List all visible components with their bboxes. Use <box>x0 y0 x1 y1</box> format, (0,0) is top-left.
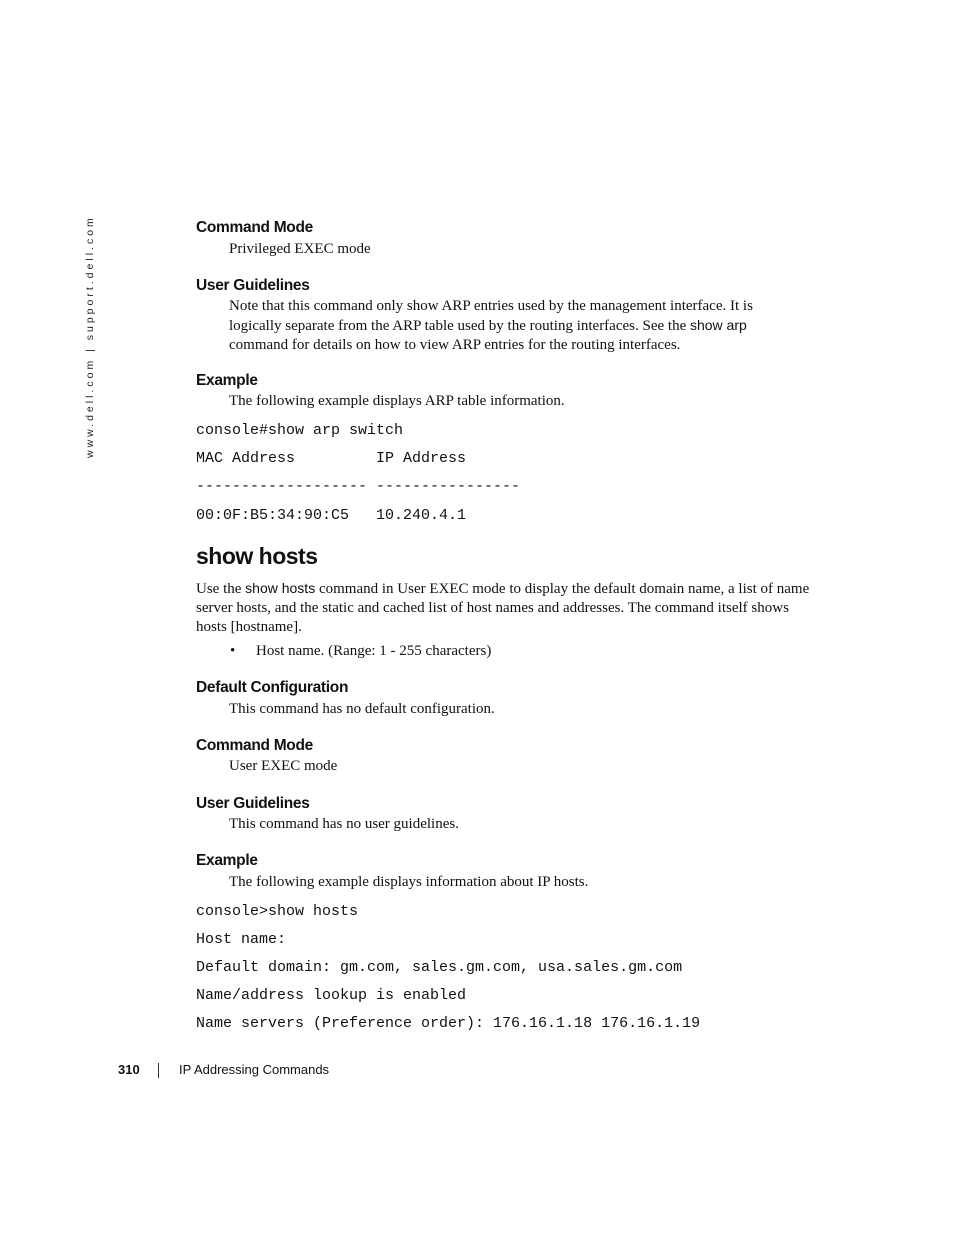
example-text: The following example displays information about IP hosts. <box>229 874 589 890</box>
code-line: console>show hosts <box>196 903 359 920</box>
example-heading: Example <box>196 852 258 869</box>
footer-divider <box>158 1063 159 1078</box>
user-guidelines-text <box>229 297 789 355</box>
example-heading: Example <box>196 372 258 389</box>
section-title: show hosts <box>196 543 318 569</box>
user-guidelines-text-a: Note that this command only show ARP entries used by the management interface. It is logically separate from the ARP table used by the routing interfaces. See the <box>229 298 753 334</box>
code-line: Host name: <box>196 931 287 948</box>
example-text: The following example displays ARP table information. <box>229 393 565 409</box>
intro-text-b: command in User EXEC mode to display the default domain name, a list of name server hosts, and the static and cached list of host names and addresses. The command itself shows hosts [hostname]. <box>196 581 810 635</box>
user-guidelines-heading: User Guidelines <box>196 277 310 294</box>
page-number: 310 <box>118 1062 140 1077</box>
intro-text-a: Use the <box>196 581 246 597</box>
show-arp-command: show arp <box>689 317 747 333</box>
default-config-heading: Default Configuration <box>196 679 349 696</box>
code-line: Name/address lookup is enabled <box>196 987 467 1004</box>
user-guidelines-text: This command has no user guidelines. <box>229 816 459 832</box>
code-line: console#show arp switch <box>196 422 404 439</box>
bullet-item: Host name. (Range: 1 - 255 characters) <box>256 643 492 659</box>
command-mode-heading: Command Mode <box>196 219 313 236</box>
code-line: Default domain: gm.com, sales.gm.com, usa.sales.gm.com <box>196 959 683 976</box>
show-hosts-command: show hosts <box>245 580 316 596</box>
command-mode-heading: Command Mode <box>196 737 313 754</box>
code-line: Name servers (Preference order): 176.16.1.18 176.16.1.19 <box>196 1015 701 1032</box>
user-guidelines-text-b: command for details on how to view ARP entries for the routing interfaces. <box>229 337 681 353</box>
sidebar-url: www.dell.com | support.dell.com <box>84 215 96 458</box>
default-config-text: This command has no default configuration. <box>229 701 495 717</box>
code-line: MAC Address IP Address <box>196 450 467 467</box>
intro-paragraph <box>196 579 818 637</box>
footer-section-title: IP Addressing Commands <box>179 1062 330 1077</box>
user-guidelines-heading: User Guidelines <box>196 795 310 812</box>
code-line: ------------------- ---------------- <box>196 478 521 495</box>
command-mode-text: Privileged EXEC mode <box>229 241 371 257</box>
command-mode-text: User EXEC mode <box>229 758 338 774</box>
code-line: 00:0F:B5:34:90:C5 10.240.4.1 <box>196 507 467 524</box>
bullet-marker: • <box>230 643 236 659</box>
